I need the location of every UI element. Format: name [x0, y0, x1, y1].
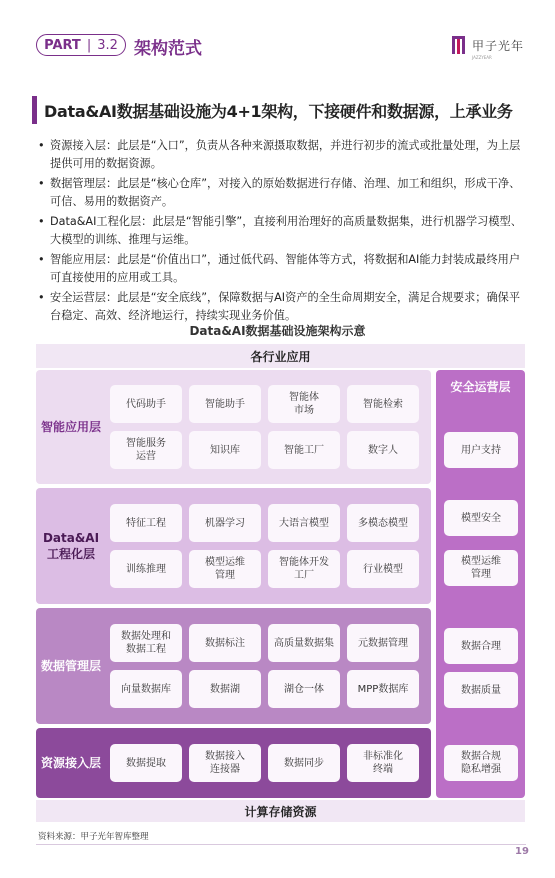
source-note: 资料来源：甲子光年智库整理 — [38, 832, 149, 842]
module-chip: 行业模型 — [347, 550, 419, 588]
module-chip: 知识库 — [189, 431, 261, 469]
layer-4 — [36, 728, 431, 798]
module-chip: 数据标注 — [189, 624, 261, 662]
layer-label: 智能应用层 — [40, 420, 101, 434]
layer-2 — [36, 488, 431, 604]
industry-apps-label: 各行业应用 — [250, 349, 311, 364]
module-chip: 数据处理和 数据工程 — [110, 624, 182, 662]
module-chip: 数据湖 — [189, 670, 261, 708]
bullet-item: • Data&AI工程化层：此层是“智能引擎”，直接利用治理好的高质量数据集，进行机器学习模型、大模型的训练、推理与运维。 — [38, 213, 528, 248]
page-number: 19 — [515, 846, 529, 857]
layer-label: Data&AI 工程化层 — [42, 531, 100, 561]
bullet-item: • 安全运营层：此层是“安全底线”，保障数据与AI资产的全生命周期安全，满足合规要求；确保平台稳定、高效、经济地运行，持续实现业务价值。 — [38, 289, 528, 324]
module-chip: 智能服务 运营 — [110, 431, 182, 469]
module-chip: 数字人 — [347, 431, 419, 469]
part-separator: | — [86, 37, 92, 53]
module-chip: 模型运维 管理 — [189, 550, 261, 588]
brand-name: 甲子光年 — [472, 38, 525, 53]
headline: Data&AI数据基础设施为4+1架构，下接硬件和数据源，上承业务 — [44, 102, 513, 121]
bullet-item: • 智能应用层：此层是“价值出口”，通过低代码、智能体等方式，将数据和AI能力封装成最终用户可直接使用的应用或工具。 — [38, 251, 528, 286]
module-chip: 代码助手 — [110, 385, 182, 423]
layer-label: 资源接入层 — [40, 756, 101, 770]
section-title: 架构范式 — [134, 39, 202, 59]
module-chip: MPP数据库 — [347, 670, 419, 708]
module-chip: 数据提取 — [110, 744, 182, 782]
headline-accent-bar — [32, 96, 37, 124]
bullet-list — [38, 137, 528, 327]
security-chip: 数据合理 — [444, 628, 518, 664]
bullet-item: • 资源接入层：此层是“入口”，负责从各种来源摄取数据，并进行初步的流式或批量处理，为上层提供可用的数据资源。 — [38, 137, 528, 172]
module-chip: 高质量数据集 — [268, 624, 340, 662]
module-chip: 训练推理 — [110, 550, 182, 588]
brand-logo — [452, 36, 524, 54]
module-chip: 智能体 市场 — [268, 385, 340, 423]
compute-storage-bar — [36, 800, 525, 822]
layer-1 — [36, 370, 431, 484]
compute-storage-label: 计算存储资源 — [244, 804, 317, 819]
brand-mark-icon — [452, 36, 466, 54]
industry-apps-bar — [36, 344, 525, 368]
module-chip: 数据接入 连接器 — [189, 744, 261, 782]
bullet-item: • 数据管理层：此层是“核心仓库”，对接入的原始数据进行存储、治理、加工和组织，形成干净、可信、易用的数据资产。 — [38, 175, 528, 210]
module-chip: 湖仓一体 — [268, 670, 340, 708]
module-chip: 特征工程 — [110, 504, 182, 542]
layer-label: 数据管理层 — [40, 659, 101, 673]
module-chip: 大语言模型 — [268, 504, 340, 542]
security-chip: 模型运维 管理 — [444, 550, 518, 586]
security-chip: 数据合规 隐私增强 — [444, 745, 518, 781]
brand-subtext: JAZZYEAR — [472, 55, 492, 60]
part-badge — [36, 34, 126, 56]
part-number: 3.2 — [97, 37, 118, 53]
module-chip: 智能助手 — [189, 385, 261, 423]
security-chip: 模型安全 — [444, 500, 518, 536]
module-chip: 非标准化 终端 — [347, 744, 419, 782]
security-ops-title: 安全运营层 — [450, 380, 511, 394]
layer-3 — [36, 608, 431, 724]
module-chip: 智能检索 — [347, 385, 419, 423]
module-chip: 智能工厂 — [268, 431, 340, 469]
module-chip: 数据同步 — [268, 744, 340, 782]
module-chip: 智能体开发 工厂 — [268, 550, 340, 588]
module-chip: 机器学习 — [189, 504, 261, 542]
module-chip: 多模态模型 — [347, 504, 419, 542]
security-chip: 数据质量 — [444, 672, 518, 708]
footer-divider — [36, 844, 526, 845]
module-chip: 元数据管理 — [347, 624, 419, 662]
part-label: PART — [44, 37, 81, 53]
module-chip: 向量数据库 — [110, 670, 182, 708]
diagram-title: Data&AI数据基础设施架构示意 — [189, 324, 366, 338]
security-chip: 用户支持 — [444, 432, 518, 468]
